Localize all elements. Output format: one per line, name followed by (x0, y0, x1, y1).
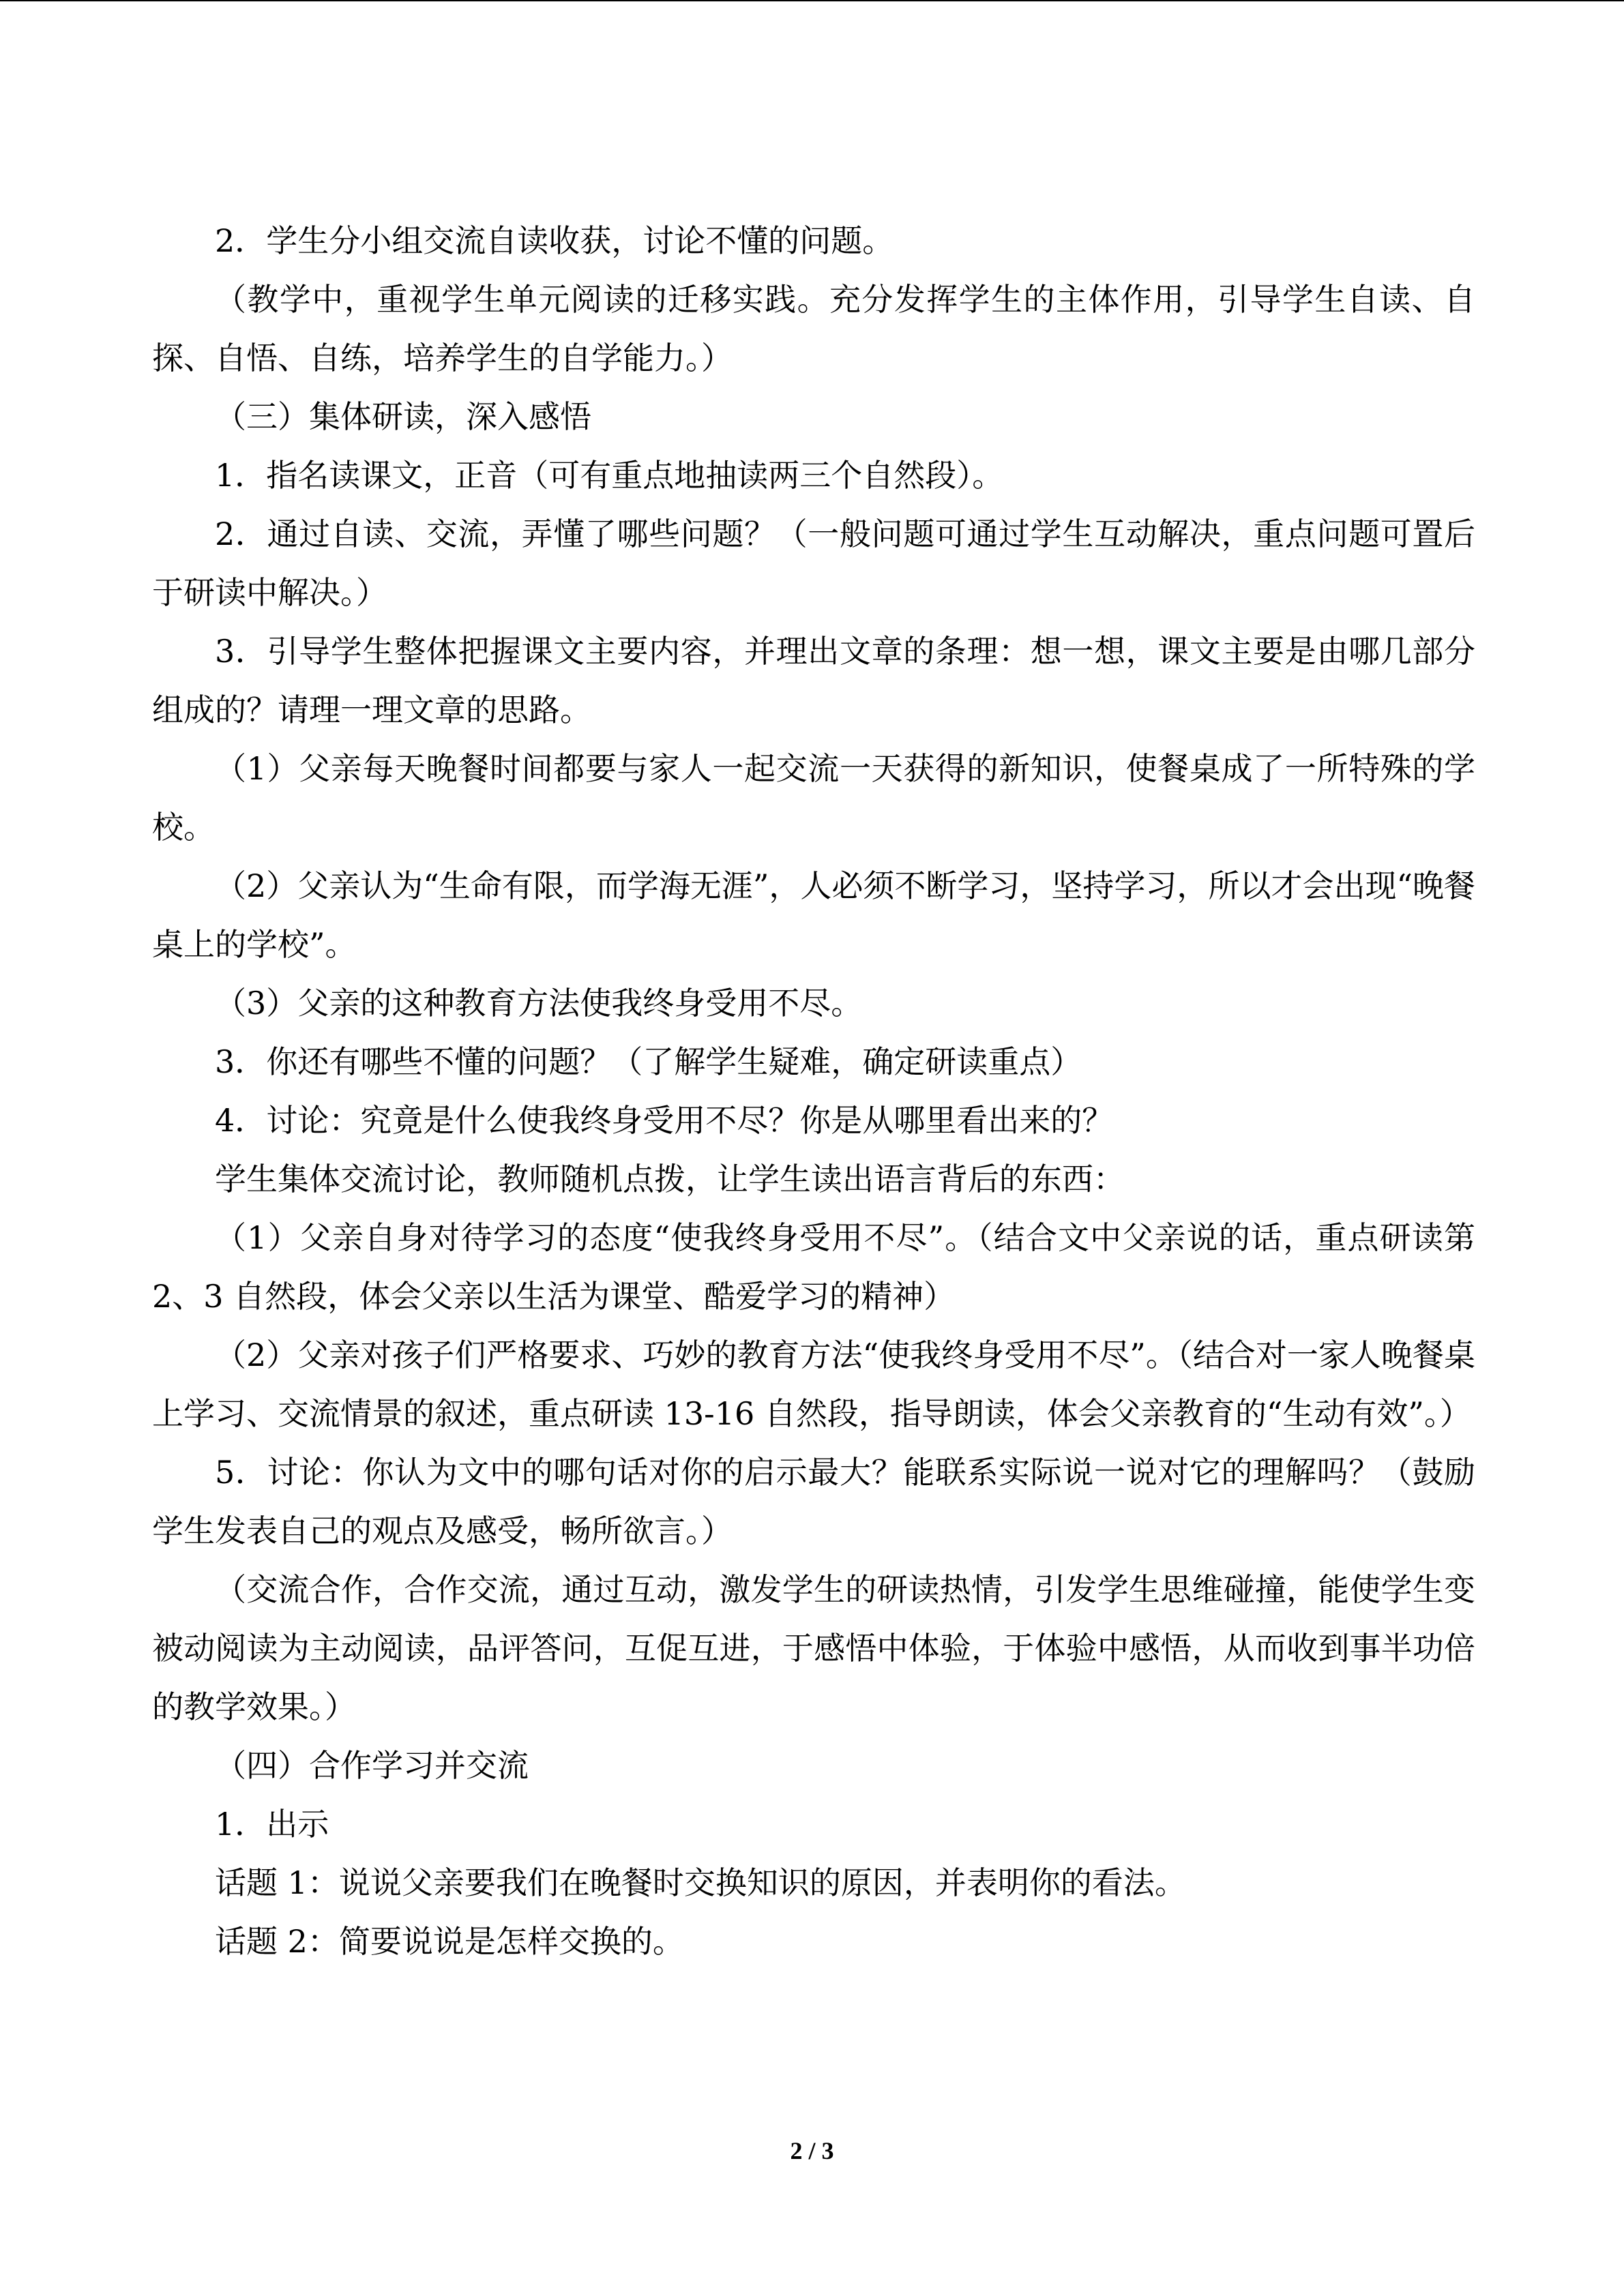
paragraph: 3．引导学生整体把握课文主要内容，并理出文章的条理：想一想，课文主要是由哪几部分组成的？请理一理文章的思路。 (152, 633, 1475, 728)
paragraph: （交流合作，合作交流，通过互动，激发学生的研读热情，引发学生思维碰撞，能使学生变被动阅读为主动阅读，品评答问，互促互进，于感悟中体验，于体验中感悟，从而收到事半功倍的教学效果。） (152, 1571, 1475, 1725)
paragraph: 1．出示 (215, 1806, 329, 1843)
paragraph: 话题 1：说说父亲要我们在晚餐时交换知识的原因，并表明你的看法。 (215, 1864, 1186, 1901)
list-item: （2）父亲对孩子们严格要求、巧妙的教育方法“使我终身受用不尽”。（结合对一家人晚餐桌上学习、交流情景的叙述，重点研读 13-16 自然段，指导朗读，体会父亲教育的“生动有效”。） (152, 1337, 1475, 1432)
paragraph: 1．指名读课文，正音（可有重点地抽读两三个自然段）。 (215, 457, 1004, 494)
paragraph: 3．你还有哪些不懂的问题？（了解学生疑难，确定研读重点） (215, 1043, 1082, 1080)
paragraph: 话题 2：简要说说是怎样交换的。 (215, 1923, 684, 1960)
paragraph: 4．讨论：究竟是什么使我终身受用不尽？你是从哪里看出来的？ (215, 1102, 1114, 1139)
section-heading: （四）合作学习并交流 (215, 1747, 529, 1784)
list-item: （1）父亲自身对待学习的态度“使我终身受用不尽”。（结合文中父亲说的话，重点研读第 2、3 自然段，体会父亲以生活为课堂、酷爱学习的精神） (152, 1219, 1475, 1315)
paragraph: 5．讨论：你认为文中的哪句话对你的启示最大？能联系实际说一说对它的理解吗？（鼓励学生发表自己的观点及感受，畅所欲言。） (152, 1454, 1475, 1549)
document-body (152, 211, 1475, 1971)
list-item: （2）父亲认为“生命有限，而学海无涯”，人必须不断学习，坚持学习，所以才会出现“晚餐桌上的学校”。 (152, 867, 1475, 963)
paragraph: （教学中，重视学生单元阅读的迁移实践。充分发挥学生的主体作用，引导学生自读、自探、自悟、自练，培养学生的自学能力。） (152, 281, 1475, 376)
list-item: （3）父亲的这种教育方法使我终身受用不尽。 (215, 985, 863, 1022)
paragraph: 2．通过自读、交流，弄懂了哪些问题？（一般问题可通过学生互动解决，重点问题可置后于研读中解决。） (152, 516, 1475, 611)
page-number: 2 / 3 (790, 2137, 834, 2164)
section-heading: （三）集体研读，深入感悟 (215, 398, 591, 435)
paragraph: 学生集体交流讨论，教师随机点拨，让学生读出语言背后的东西： (215, 1161, 1125, 1197)
list-item: （1）父亲每天晚餐时间都要与家人一起交流一天获得的新知识，使餐桌成了一所特殊的学校。 (152, 750, 1475, 846)
paragraph: 2．学生分小组交流自读收获，讨论不懂的问题。 (215, 222, 894, 259)
